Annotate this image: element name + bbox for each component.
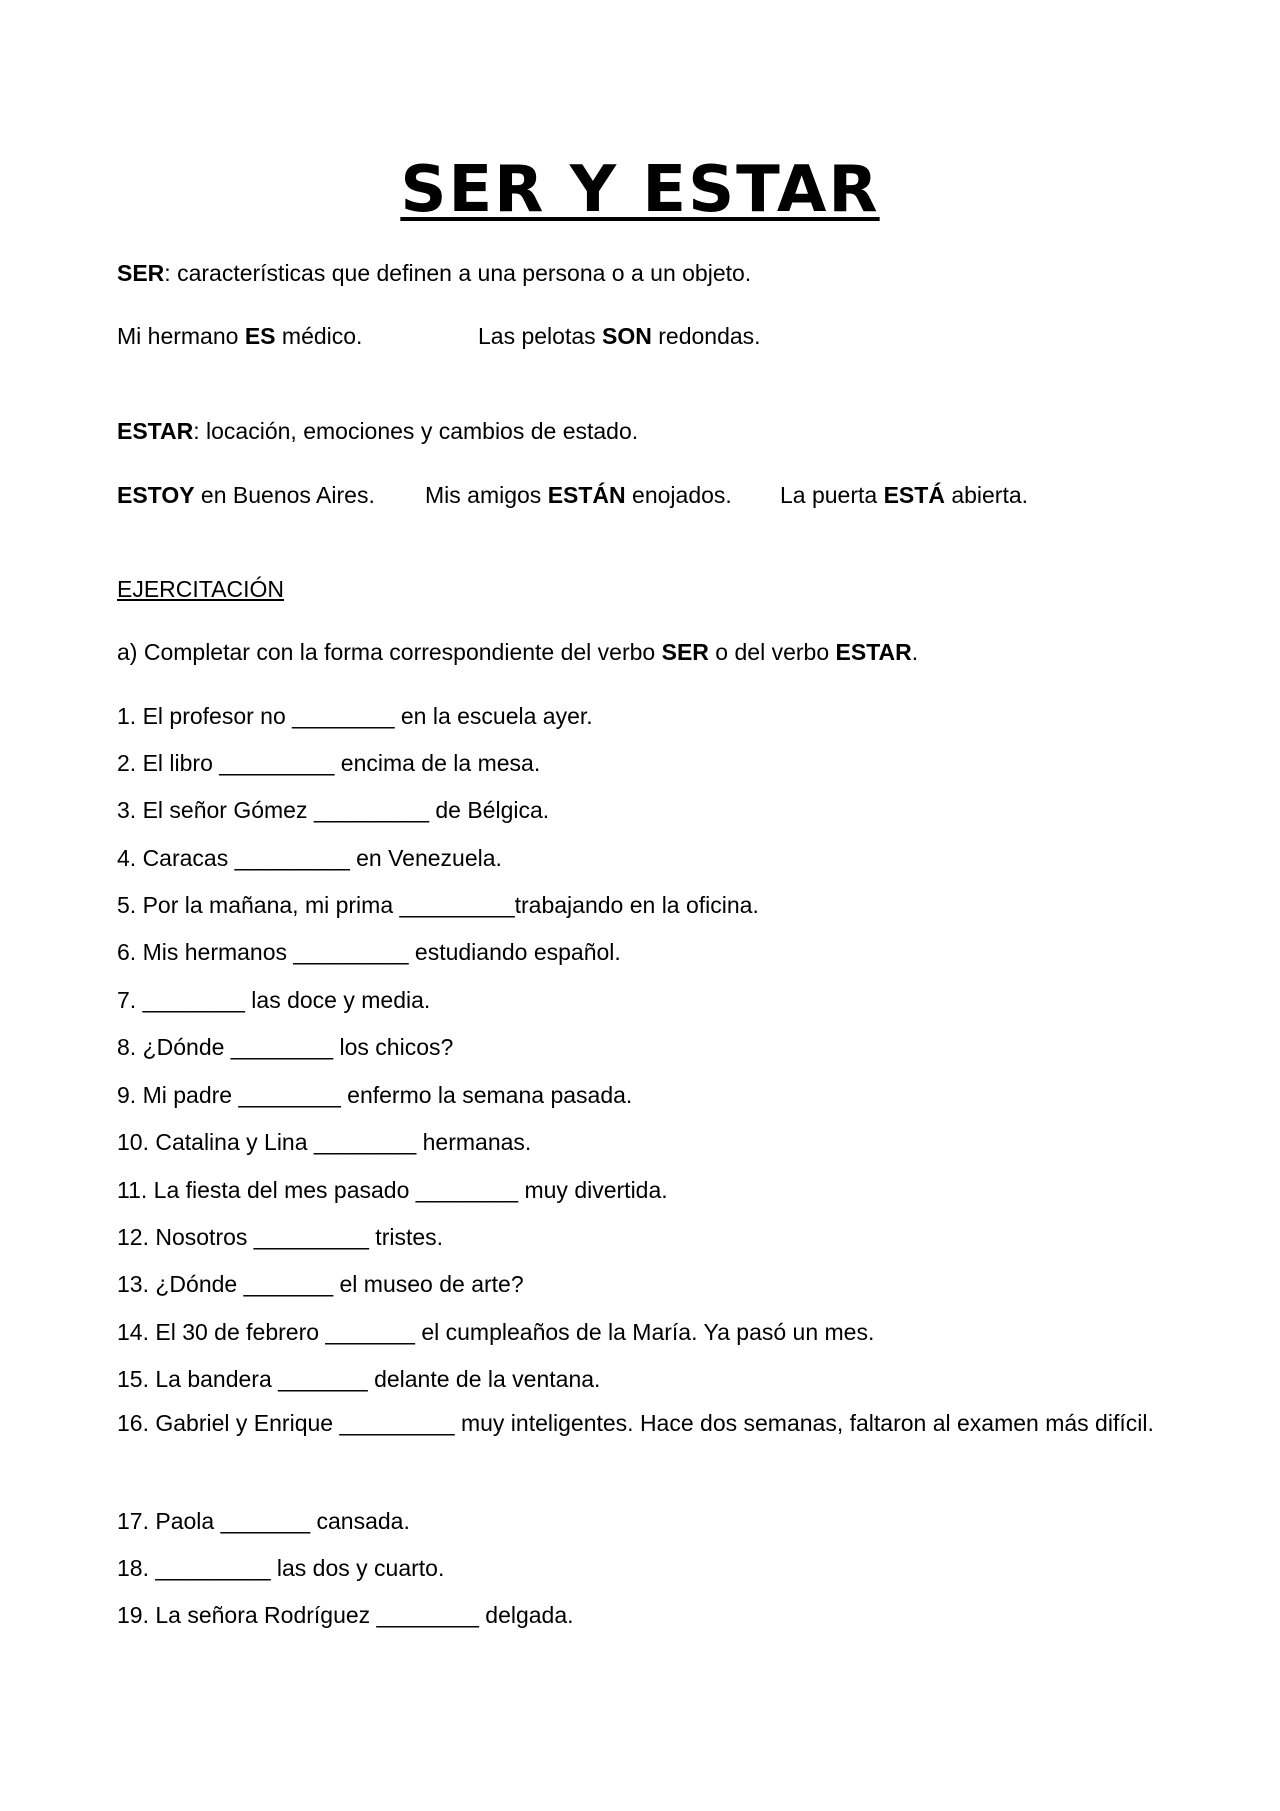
ser-example-1-verb: ES (244, 323, 276, 349)
instruction-verb-estar: ESTAR (835, 639, 912, 665)
ser-definition (117, 258, 751, 288)
exercise-item-7: 7. ________ las doce y media. (117, 987, 431, 1013)
estar-definition (117, 416, 638, 446)
estar-term: ESTAR (117, 418, 194, 444)
exercise-item-3: 3. El señor Gómez _________ de Bélgica. (117, 797, 550, 823)
ser-example-2: Las pelotas SON redondas. (478, 323, 761, 349)
estar-example-1-verb: ESTOY (117, 482, 195, 508)
exercise-item-16: 16. Gabriel y Enrique _________ muy inteligentes. Hace dos semanas, faltaron al examen más difícil. (117, 1410, 1154, 1436)
exercise-item-12: 12. Nosotros _________ tristes. (117, 1224, 444, 1250)
ser-example-1: Mi hermano ES médico. (117, 323, 363, 349)
exercise-heading: EJERCITACIÓN (117, 576, 284, 602)
ser-example-2-verb: SON (602, 323, 652, 349)
exercise-item-11: 11. La fiesta del mes pasado ________ muy divertida. (117, 1177, 668, 1203)
estar-example-3-verb: ESTÁ (883, 482, 945, 508)
exercise-item-13: 13. ¿Dónde _______ el museo de arte? (117, 1271, 524, 1297)
exercise-item-17: 17. Paola _______ cansada. (117, 1508, 410, 1534)
exercise-item-5: 5. Por la mañana, mi prima _________trabajando en la oficina. (117, 892, 759, 918)
exercise-item-8: 8. ¿Dónde ________ los chicos? (117, 1034, 454, 1060)
page-title: SER Y ESTAR (400, 153, 880, 227)
exercise-item-19: 19. La señora Rodríguez ________ delgada. (117, 1602, 574, 1628)
exercise-item-15: 15. La bandera _______ delante de la ventana. (117, 1366, 601, 1392)
exercise-item-1: 1. El profesor no ________ en la escuela ayer. (117, 703, 593, 729)
exercise-item-9: 9. Mi padre ________ enfermo la semana pasada. (117, 1082, 633, 1108)
estar-definition-text: : locación, emociones y cambios de estado. (193, 418, 639, 444)
ser-term: SER (117, 260, 165, 286)
exercise-instruction: a) Completar con la forma correspondiente del verbo SER o del verbo ESTAR. (117, 639, 919, 665)
estar-example-1: ESTOY en Buenos Aires. (117, 482, 375, 508)
exercise-item-18: 18. _________ las dos y cuarto. (117, 1555, 445, 1581)
exercise-item-2: 2. El libro _________ encima de la mesa. (117, 750, 541, 776)
ser-definition-text: : características que definen a una persona o a un objeto. (164, 260, 752, 286)
exercise-item-6: 6. Mis hermanos _________ estudiando español. (117, 939, 621, 965)
estar-example-3: La puerta ESTÁ abierta. (780, 482, 1029, 508)
estar-example-2: Mis amigos ESTÁN enojados. (425, 482, 732, 508)
exercise-item-14: 14. El 30 de febrero _______ el cumpleaños de la María. Ya pasó un mes. (117, 1319, 875, 1345)
exercise-item-10: 10. Catalina y Lina ________ hermanas. (117, 1129, 532, 1155)
exercise-item-4: 4. Caracas _________ en Venezuela. (117, 845, 502, 871)
instruction-verb-ser: SER (661, 639, 709, 665)
estar-example-2-verb: ESTÁN (547, 482, 626, 508)
